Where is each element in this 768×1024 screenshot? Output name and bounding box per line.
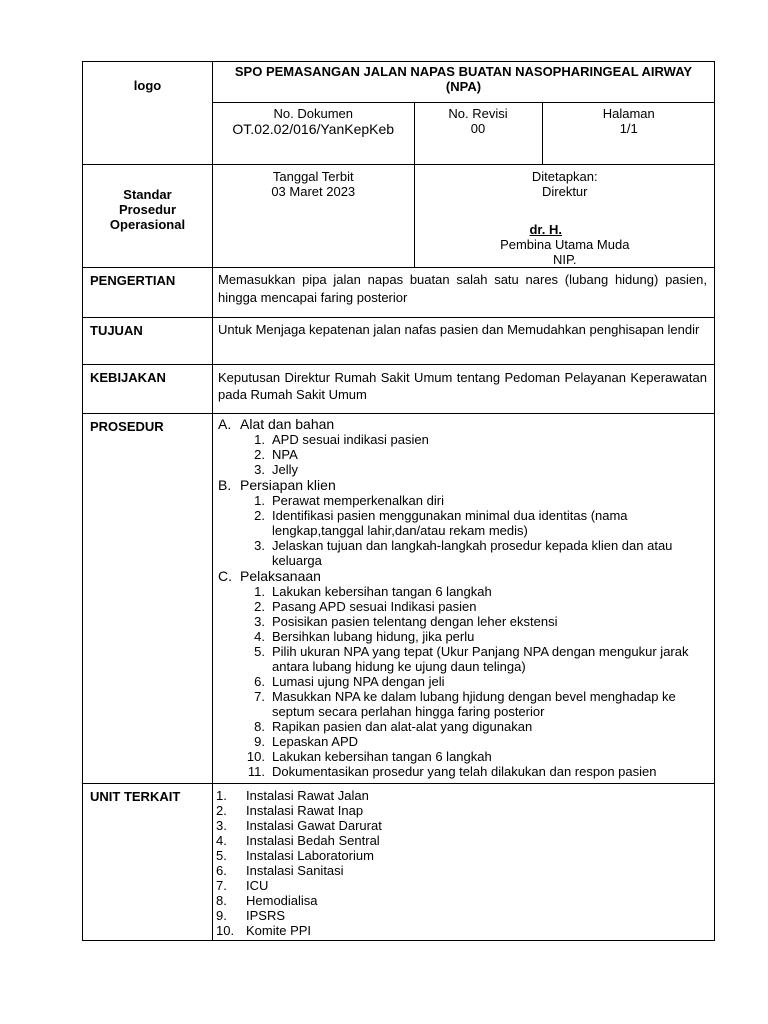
header-cell bbox=[213, 62, 715, 165]
list-number: 3. bbox=[254, 462, 265, 477]
list-item bbox=[218, 749, 707, 764]
list-item bbox=[216, 908, 707, 923]
list-text: Lumasi ujung NPA dengan jeli bbox=[272, 674, 445, 689]
list-item bbox=[216, 818, 707, 833]
list-text: Pasang APD sesuai Indikasi pasien bbox=[272, 599, 477, 614]
section-title bbox=[218, 478, 707, 493]
list-number: 2. bbox=[254, 447, 265, 462]
section-steps bbox=[218, 432, 707, 477]
list-item bbox=[216, 863, 707, 878]
list-number: 4. bbox=[216, 833, 227, 848]
list-number: 4. bbox=[254, 629, 265, 644]
list-number: 3. bbox=[254, 538, 265, 553]
kebijakan-label: KEBIJAKAN bbox=[83, 365, 213, 414]
list-item bbox=[218, 674, 707, 689]
prosedur-sections bbox=[218, 417, 707, 779]
list-item bbox=[216, 923, 707, 938]
list-item bbox=[218, 447, 707, 462]
spo-info-cell bbox=[213, 165, 715, 268]
spo-document bbox=[82, 61, 715, 941]
unit-terkait-label: UNIT TERKAIT bbox=[83, 784, 213, 941]
list-text: Identifikasi pasien menggunakan minimal dua identitas (nama lengkap,tanggal lahir,dan/atau rekam medis) bbox=[272, 508, 628, 538]
section-title-text: Alat dan bahan bbox=[240, 416, 335, 432]
list-item bbox=[216, 788, 707, 803]
list-text: Lakukan kebersihan tangan 6 langkah bbox=[272, 584, 492, 599]
list-number: 3. bbox=[254, 614, 265, 629]
list-text: Instalasi Bedah Sentral bbox=[246, 833, 380, 848]
section-title bbox=[218, 569, 707, 584]
list-number: 7. bbox=[254, 689, 265, 704]
list-item bbox=[218, 508, 707, 538]
no-dokumen-label: No. Dokumen bbox=[273, 106, 353, 121]
list-number: 2. bbox=[254, 508, 265, 523]
list-text: Masukkan NPA ke dalam lubang hjidung dengan bevel menghadap ke septum secara perlahan hingga faring posterior bbox=[272, 689, 676, 719]
list-item bbox=[216, 848, 707, 863]
list-text: Komite PPI bbox=[246, 923, 312, 938]
list-item bbox=[218, 599, 707, 614]
list-text: Rapikan pasien dan alat-alat yang digunakan bbox=[272, 719, 533, 734]
list-item bbox=[218, 644, 707, 674]
section-title-text: Pelaksanaan bbox=[240, 568, 321, 584]
list-item bbox=[216, 803, 707, 818]
list-text: Jelly bbox=[272, 462, 299, 477]
list-text: Bersihkan lubang hidung, jika perlu bbox=[272, 629, 475, 644]
section-marker: C. bbox=[218, 568, 232, 584]
list-item bbox=[218, 493, 707, 508]
tujuan-text: Untuk Menjaga kepatenan jalan nafas pasien dan Memudahkan penghisapan lendir bbox=[213, 318, 715, 365]
spo-label-cell bbox=[83, 165, 213, 268]
list-number: 9. bbox=[216, 908, 227, 923]
prosedur-section bbox=[218, 478, 707, 568]
list-number: 8. bbox=[254, 719, 265, 734]
signer-nip: NIP. bbox=[552, 252, 577, 267]
list-text: Lepaskan APD bbox=[272, 734, 359, 749]
tanggal-terbit-label: Tanggal Terbit bbox=[272, 169, 354, 184]
halaman-value: 1/1 bbox=[619, 121, 638, 136]
section-title-text: Persiapan klien bbox=[240, 477, 336, 493]
list-text: Posisikan pasien telentang dengan leher ekstensi bbox=[272, 614, 558, 629]
section-marker: B. bbox=[218, 477, 232, 493]
list-text: Perawat memperkenalkan diri bbox=[272, 493, 444, 508]
document-title: SPO PEMASANGAN JALAN NAPAS BUATAN NASOPHARINGEAL AIRWAY (NPA) bbox=[213, 62, 714, 103]
list-number: 3. bbox=[216, 818, 227, 833]
prosedur-section bbox=[218, 569, 707, 779]
list-number: 10. bbox=[216, 923, 235, 938]
section-steps bbox=[218, 584, 707, 779]
list-number: 5. bbox=[216, 848, 227, 863]
list-number: 6. bbox=[216, 863, 227, 878]
list-text: Pilih ukuran NPA yang tepat (Ukur Panjang NPA dengan mengukur jarak antara lubang hidung ke ujung daun telinga) bbox=[272, 644, 689, 674]
list-text: Instalasi Laboratorium bbox=[246, 848, 374, 863]
logo-placeholder: logo bbox=[133, 78, 162, 93]
list-number: 6. bbox=[254, 674, 265, 689]
list-text: APD sesuai indikasi pasien bbox=[272, 432, 429, 447]
halaman-label: Halaman bbox=[602, 106, 655, 121]
no-revisi-label: No. Revisi bbox=[448, 106, 508, 121]
list-number: 2. bbox=[254, 599, 265, 614]
list-number: 8. bbox=[216, 893, 227, 908]
list-text: NPA bbox=[272, 447, 298, 462]
prosedur-section bbox=[218, 417, 707, 477]
list-number: 1. bbox=[254, 432, 265, 447]
list-number: 7. bbox=[216, 878, 227, 893]
list-number: 9. bbox=[254, 734, 265, 749]
no-revisi-value: 00 bbox=[470, 121, 486, 136]
list-item bbox=[218, 629, 707, 644]
spo-label: Standar Prosedur Operasional bbox=[109, 187, 186, 232]
ditetapkan-role: Direktur bbox=[541, 184, 588, 199]
list-item bbox=[218, 462, 707, 477]
list-item bbox=[218, 734, 707, 749]
signer-name: dr. H. bbox=[529, 222, 562, 237]
signer-rank: Pembina Utama Muda bbox=[500, 237, 630, 252]
list-number: 10. bbox=[246, 749, 265, 764]
list-text: Instalasi Gawat Darurat bbox=[246, 818, 382, 833]
list-item bbox=[218, 432, 707, 447]
list-text: Instalasi Rawat Jalan bbox=[246, 788, 369, 803]
list-item bbox=[218, 764, 707, 779]
list-number: 11. bbox=[247, 764, 265, 779]
tujuan-label: TUJUAN bbox=[83, 318, 213, 365]
section-title bbox=[218, 417, 707, 432]
list-text: Lakukan kebersihan tangan 6 langkah bbox=[272, 749, 492, 764]
list-item bbox=[218, 719, 707, 734]
section-marker: A. bbox=[218, 416, 232, 432]
unit-terkait-content bbox=[213, 784, 715, 941]
list-item bbox=[218, 584, 707, 599]
list-text: IPSRS bbox=[246, 908, 286, 923]
list-number: 1. bbox=[254, 493, 265, 508]
section-steps bbox=[218, 493, 707, 568]
unit-terkait-list bbox=[216, 788, 707, 938]
list-text: Instalasi Sanitasi bbox=[246, 863, 344, 878]
list-text: Instalasi Rawat Inap bbox=[246, 803, 364, 818]
prosedur-label: PROSEDUR bbox=[83, 414, 213, 784]
pengertian-label: PENGERTIAN bbox=[83, 268, 213, 318]
list-text: ICU bbox=[246, 878, 269, 893]
list-number: 2. bbox=[216, 803, 227, 818]
list-number: 1. bbox=[254, 584, 265, 599]
list-item bbox=[218, 614, 707, 629]
list-item bbox=[216, 893, 707, 908]
list-text: Dokumentasikan prosedur yang telah dilakukan dan respon pasien bbox=[272, 764, 657, 779]
list-item bbox=[218, 538, 707, 568]
pengertian-text: Memasukkan pipa jalan napas buatan salah satu nares (lubang hidung) pasien, hingga mencapai faring posterior bbox=[213, 268, 715, 318]
no-dokumen-value: OT.02.02/016/YanKepKeb bbox=[232, 121, 395, 137]
logo-cell bbox=[83, 62, 213, 165]
prosedur-content bbox=[213, 414, 715, 784]
list-item bbox=[216, 833, 707, 848]
list-text: Jelaskan tujuan dan langkah-langkah prosedur kepada klien dan atau keluarga bbox=[272, 538, 673, 568]
list-number: 1. bbox=[216, 788, 227, 803]
ditetapkan-label: Ditetapkan: bbox=[531, 169, 598, 184]
tanggal-terbit-value: 03 Maret 2023 bbox=[271, 184, 356, 199]
list-number: 5. bbox=[254, 644, 265, 659]
kebijakan-text: Keputusan Direktur Rumah Sakit Umum tentang Pedoman Pelayanan Keperawatan pada Rumah Sakit Umum bbox=[213, 365, 715, 414]
list-item bbox=[218, 689, 707, 719]
document-meta bbox=[213, 103, 715, 164]
list-text: Hemodialisa bbox=[246, 893, 318, 908]
list-item bbox=[216, 878, 707, 893]
